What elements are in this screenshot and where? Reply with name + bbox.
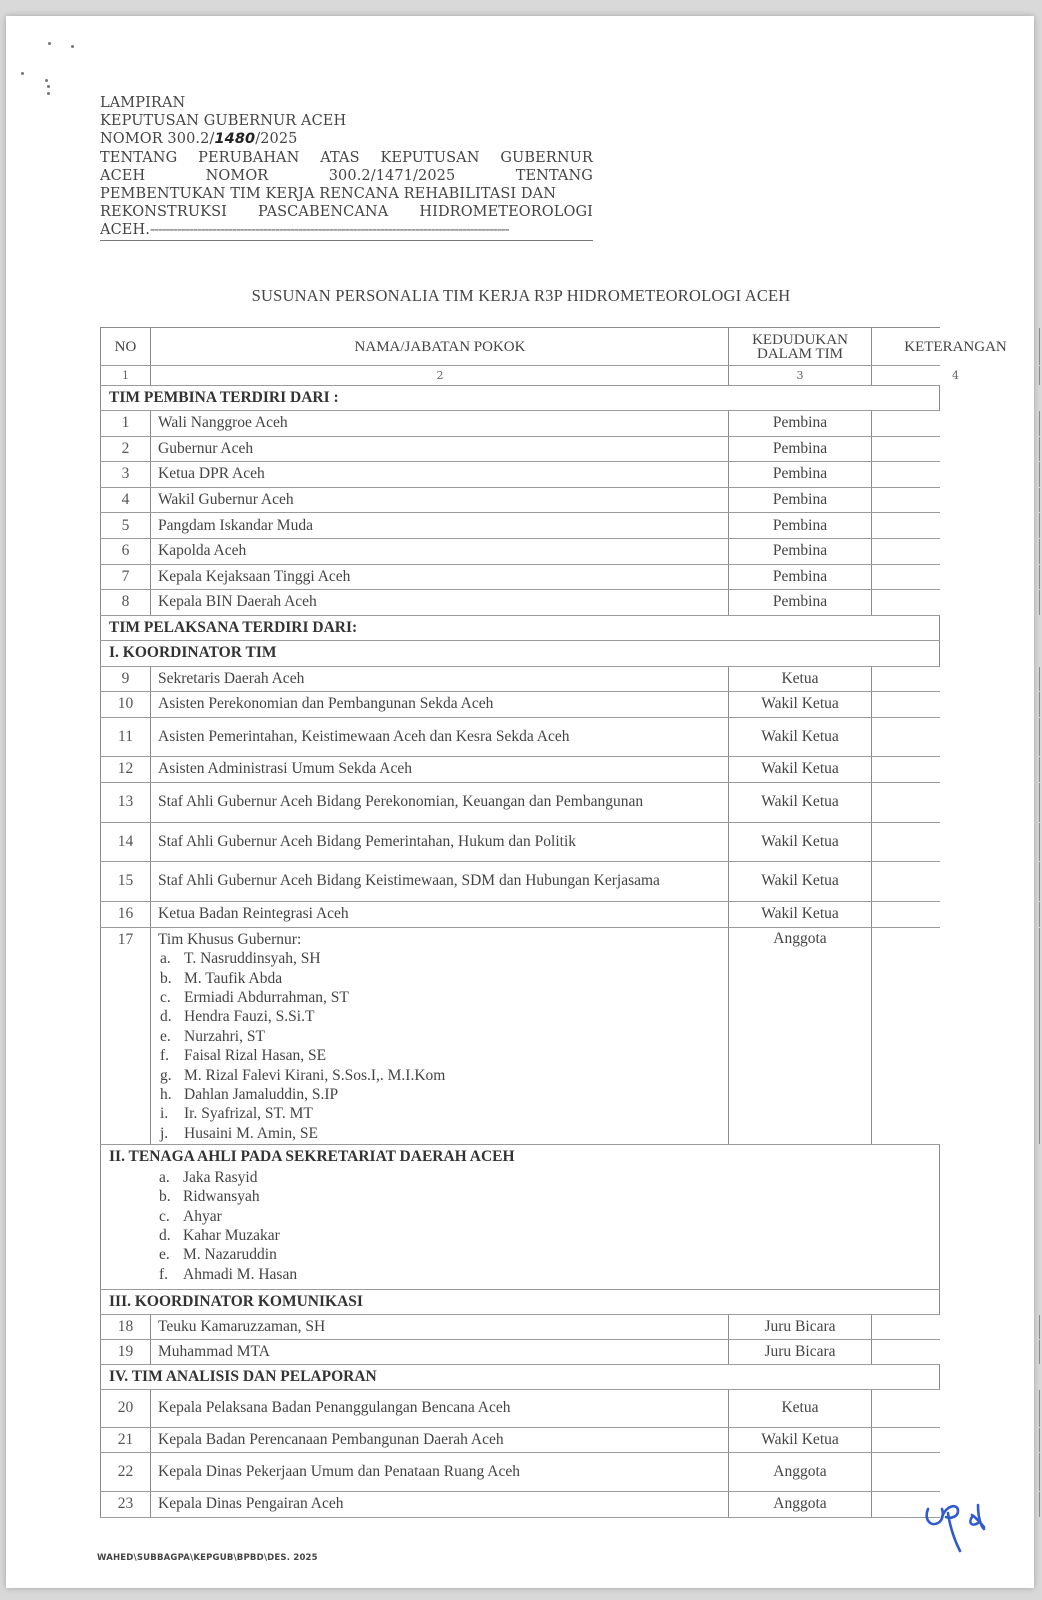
row-no	[100, 411, 151, 436]
table-row	[100, 718, 940, 757]
list-item-letter: b.	[159, 1188, 171, 1206]
row-keterangan	[872, 539, 1040, 564]
row-no	[100, 590, 151, 615]
table-row	[100, 783, 940, 823]
section-tenaga-ahli-label: II. TENAGA AHLI PADA SEKRETARIAT DAERAH ACEH	[109, 1147, 515, 1165]
section-koordinator-tim	[100, 641, 940, 667]
row-kedudukan-text: Anggota	[773, 1462, 827, 1480]
colnum-2-label: 2	[436, 369, 444, 382]
row-nama-text: Staf Ahli Gubernur Aceh Bidang Perekonomian, Keuangan dan Pembangunan	[158, 793, 644, 811]
list-item-letter: e.	[160, 1027, 171, 1045]
table-row	[100, 539, 940, 565]
row-number: 21	[117, 1430, 134, 1448]
list-item	[158, 1066, 445, 1085]
row-number: 20	[117, 1399, 134, 1417]
row-kedudukan-text: Ketua	[781, 669, 819, 687]
row-nama	[151, 411, 728, 436]
row-nama	[151, 1340, 728, 1364]
row-no	[100, 718, 151, 756]
row-number: 2	[121, 439, 130, 457]
row-no	[100, 1315, 151, 1339]
row-number: 16	[117, 905, 134, 923]
row-nama-text: Sekretaris Daerah Aceh	[158, 669, 305, 687]
row-no	[100, 757, 151, 782]
list-item-name: Husaini M. Amin, SE	[184, 1124, 318, 1142]
list-item-letter: e.	[159, 1246, 170, 1264]
list-item-letter: b.	[160, 969, 172, 987]
section-tenaga-ahli-cell	[100, 1145, 940, 1289]
row-number: 6	[121, 542, 130, 560]
row-number: 22	[117, 1462, 134, 1480]
section-tim-pelaksana-label: TIM PELAKSANA TERDIRI DARI:	[109, 618, 358, 636]
table-header-row	[100, 327, 1007, 366]
row-kedudukan-text: Wakil Ketua	[761, 793, 839, 811]
row-nama-text: Gubernur Aceh	[158, 439, 254, 457]
list-item-name: Ridwansyah	[183, 1188, 260, 1206]
list-item-name: M. Nazaruddin	[183, 1246, 277, 1264]
row-nama-text: Wali Nanggroe Aceh	[158, 414, 288, 432]
list-item-letter: h.	[160, 1086, 172, 1104]
row-nama-text: Kepala Kejaksaan Tinggi Aceh	[158, 567, 351, 585]
list-item-name: M. Rizal Falevi Kirani, S.Sos.I,. M.I.Kom	[184, 1066, 446, 1084]
list-item-letter: a.	[159, 1168, 170, 1186]
row-kedudukan	[728, 862, 872, 901]
row-no	[100, 823, 151, 861]
row-keterangan	[872, 1390, 1040, 1427]
decree-subject-line-3: PEMBENTUKAN TIM KERJA RENCANA REHABILITASI DAN	[100, 186, 556, 203]
header-nama	[151, 328, 728, 365]
row-keterangan	[872, 1340, 1040, 1364]
row-nama	[151, 757, 728, 782]
row-kedudukan	[728, 1428, 872, 1452]
row-kedudukan	[728, 1453, 872, 1491]
row-kedudukan-text: Pembina	[772, 593, 828, 611]
row-kedudukan	[728, 590, 872, 615]
row-kedudukan-text: Pembina	[772, 491, 828, 509]
row-nama	[151, 718, 728, 756]
row-nama-text: Staf Ahli Gubernur Aceh Bidang Pemerintahan, Hukum dan Politik	[158, 832, 577, 850]
list-item-letter: i.	[160, 1105, 169, 1123]
row-nama-text: Asisten Pemerintahan, Keistimewaan Aceh dan Kesra Sekda Aceh	[158, 727, 570, 745]
row-kedudukan	[728, 928, 872, 1144]
paraf-signature	[922, 1497, 1012, 1567]
row-nama	[151, 1390, 728, 1427]
row-kedudukan-text: Juru Bicara	[764, 1317, 836, 1335]
table-row	[100, 667, 940, 692]
table-row	[100, 1340, 940, 1365]
list-item-letter: f.	[159, 1265, 169, 1283]
section-koordinator-tim-cell	[100, 641, 940, 666]
row-nama-text: Asisten Perekonomian dan Pembangunan Sekda Aceh	[158, 695, 494, 713]
section-koordinator-tim-label: I. KOORDINATOR TIM	[109, 644, 277, 662]
row-kedudukan-text: Pembina	[772, 465, 828, 483]
section-tenaga-ahli	[100, 1145, 940, 1290]
section-tim-pembina-cell	[100, 386, 940, 410]
row-kedudukan	[728, 823, 872, 861]
header-no-label: NO	[114, 338, 137, 355]
row-keterangan	[872, 565, 1040, 590]
list-item-name: Ahmadi M. Hasan	[183, 1265, 298, 1283]
row-keterangan	[872, 462, 1040, 487]
list-item	[159, 1245, 297, 1264]
table-row	[100, 902, 940, 928]
row-kedudukan	[728, 692, 872, 717]
table-column-number-row	[100, 366, 959, 386]
section-tim-pembina	[100, 386, 940, 411]
list-item	[158, 1124, 445, 1143]
decree-subject-line-2: ACEH NOMOR 300.2/1471/2025 TENTANG	[100, 167, 593, 184]
row-kedudukan	[728, 1390, 872, 1427]
decree-title: KEPUTUSAN GUBERNUR ACEH	[100, 113, 347, 130]
row-kedudukan	[728, 1492, 872, 1517]
row-nama-text: Kepala Pelaksana Badan Penanggulangan Bencana Aceh	[158, 1399, 511, 1417]
decree-subject-line-4: REKONSTRUKSI PASCABENCANA HIDROMETEOROLOGI	[100, 204, 593, 221]
row-keterangan	[872, 488, 1040, 513]
table-row	[100, 1390, 940, 1428]
section-tim-pembina-label: TIM PEMBINA TERDIRI DARI :	[109, 389, 339, 406]
list-item	[159, 1265, 297, 1284]
table-row	[100, 462, 940, 488]
table-row	[100, 411, 940, 437]
row-kedudukan-text: Wakil Ketua	[761, 832, 839, 850]
row-number: 12	[117, 760, 134, 778]
colnum-2	[151, 366, 728, 385]
list-item	[158, 949, 445, 968]
row-no	[100, 928, 151, 1144]
row-kedudukan-text: Wakil Ketua	[761, 760, 839, 778]
row-nama-text: Pangdam Iskandar Muda	[158, 516, 313, 534]
row-number: 18	[117, 1317, 134, 1335]
row-nama	[151, 692, 728, 717]
list-item-name: Hendra Fauzi, S.Si.T	[184, 1008, 315, 1026]
row-nama	[151, 565, 728, 590]
row-no	[100, 462, 151, 487]
row-nama	[151, 928, 728, 1144]
list-item	[158, 988, 445, 1007]
header-kedudukan-line1: KEDUDUKAN	[752, 331, 848, 348]
row-kedudukan	[728, 1340, 872, 1364]
row-no	[100, 1492, 151, 1517]
table-row	[100, 823, 940, 862]
row-kedudukan	[728, 1315, 872, 1339]
table-row	[100, 565, 940, 591]
row-no	[100, 667, 151, 691]
section-tim-analisis	[100, 1365, 940, 1390]
document-title: SUSUNAN PERSONALIA TIM KERJA R3P HIDROMETEOROLOGI ACEH	[251, 286, 791, 305]
row-nama	[151, 1315, 728, 1339]
section-tim-analisis-cell	[100, 1365, 940, 1389]
colnum-3	[728, 366, 872, 385]
row-no	[100, 902, 151, 927]
row-number: 1	[121, 414, 130, 432]
document-footer-code: WAHED\SUBBAGPA\KEPGUB\BPBD\DES. 2025	[97, 1553, 318, 1563]
row-kedudukan	[728, 411, 872, 436]
header-kedudukan	[728, 328, 872, 365]
list-item-name: Dahlan Jamaluddin, S.IP	[184, 1086, 339, 1104]
list-item	[159, 1168, 297, 1187]
row-keterangan	[872, 718, 1040, 756]
row-nama-text: Kepala BIN Daerah Aceh	[158, 593, 317, 611]
table-row-tim-khusus	[100, 928, 940, 1145]
row-no	[100, 539, 151, 564]
row-number: 5	[121, 516, 130, 534]
section-koordinator-komunikasi-label: III. KOORDINATOR KOMUNIKASI	[109, 1292, 363, 1310]
list-item	[158, 1104, 445, 1123]
row-no	[100, 692, 151, 717]
table-row	[100, 692, 940, 718]
table-row	[100, 1492, 940, 1518]
row-no	[100, 862, 151, 901]
list-item-name: Jaka Rasyid	[183, 1168, 258, 1186]
row-nama	[151, 862, 728, 901]
row-nama-text: Kepala Dinas Pengairan Aceh	[158, 1495, 344, 1513]
row-keterangan	[872, 1453, 1040, 1491]
row-kedudukan	[728, 783, 872, 822]
row-nama	[151, 513, 728, 538]
row-nama	[151, 667, 728, 691]
row-kedudukan-text: Wakil Ketua	[761, 1430, 839, 1448]
row-no	[100, 1390, 151, 1427]
row-kedudukan-text: Wakil Ketua	[761, 695, 839, 713]
list-item	[158, 1046, 445, 1065]
decree-subject-line-1: TENTANG PERUBAHAN ATAS KEPUTUSAN GUBERNUR	[100, 149, 593, 166]
row-kedudukan-text: Anggota	[773, 1495, 827, 1513]
header-kedudukan-label	[752, 333, 848, 361]
row-number: 11	[118, 727, 133, 745]
section-koordinator-komunikasi	[100, 1290, 940, 1315]
row-nama	[151, 539, 728, 564]
row-nama	[151, 1492, 728, 1517]
row-keterangan	[872, 928, 1040, 1144]
list-item-letter: c.	[160, 989, 171, 1007]
lampiran-header	[100, 94, 593, 241]
row-number: 9	[121, 669, 130, 687]
row-kedudukan	[728, 513, 872, 538]
decree-subject-line-5: ACEH.--------------------------------------------------------------------------------------------	[100, 221, 593, 240]
row-nama-text: Wakil Gubernur Aceh	[158, 491, 294, 509]
list-item-name: T. Nasruddinsyah, SH	[184, 950, 321, 968]
row-nama-text: Ketua Badan Reintegrasi Aceh	[158, 905, 349, 923]
row-nama-text: Kapolda Aceh	[158, 542, 247, 560]
row-kedudukan-text: Ketua	[781, 1399, 819, 1417]
list-item	[158, 969, 445, 988]
row-kedudukan	[728, 902, 872, 927]
header-keterangan-label: KETERANGAN	[904, 338, 1007, 355]
table-row	[100, 757, 940, 783]
row-number: 13	[117, 793, 134, 811]
header-keterangan	[872, 328, 1040, 365]
list-item-letter: d.	[159, 1227, 171, 1245]
row-keterangan	[872, 411, 1040, 436]
row-kedudukan-text: Pembina	[772, 439, 828, 457]
table-row	[100, 513, 940, 539]
list-item	[158, 1085, 445, 1104]
colnum-1-label: 1	[122, 369, 129, 382]
section-tim-pelaksana	[100, 616, 940, 641]
row-nama	[151, 823, 728, 861]
row-number: 3	[121, 465, 130, 483]
row-keterangan	[872, 692, 1040, 717]
list-item	[159, 1207, 297, 1226]
row-nama	[151, 1453, 728, 1491]
row-number: 19	[117, 1342, 134, 1360]
table-row	[100, 437, 940, 463]
row-number: 14	[117, 832, 134, 850]
list-item-name: Nurzahri, ST	[184, 1027, 265, 1045]
decree-number: NOMOR 300.2/1480/2025	[100, 131, 298, 148]
row-keterangan	[872, 513, 1040, 538]
tim-khusus-list	[158, 930, 445, 1143]
row-kedudukan-text: Anggota	[773, 929, 827, 947]
row-no	[100, 783, 151, 822]
row-keterangan	[872, 757, 1040, 782]
list-item-name: Kahar Muzakar	[183, 1227, 280, 1245]
list-item	[159, 1187, 297, 1206]
lampiran-label: LAMPIRAN	[100, 95, 186, 111]
list-item-letter: c.	[159, 1207, 170, 1225]
list-item-name: Faisal Rizal Hasan, SE	[184, 1047, 327, 1065]
row-kedudukan	[728, 757, 872, 782]
row-keterangan	[872, 862, 1040, 901]
row-nama	[151, 590, 728, 615]
list-item-name: Ahyar	[183, 1207, 222, 1225]
colnum-3-label: 3	[796, 369, 804, 382]
list-item-letter: j.	[160, 1124, 169, 1142]
list-item	[158, 1007, 445, 1026]
row-nama	[151, 462, 728, 487]
row-keterangan	[872, 823, 1040, 861]
header-kedudukan-line2: DALAM TIM	[757, 345, 843, 362]
row-nama-text: Teuku Kamaruzzaman, SH	[158, 1317, 326, 1335]
row-keterangan	[872, 590, 1040, 615]
row-keterangan	[872, 783, 1040, 822]
row-no	[100, 488, 151, 513]
row-nama	[151, 1428, 728, 1452]
row-number: 10	[117, 695, 134, 713]
table-row	[100, 1315, 940, 1340]
list-item-letter: d.	[160, 1008, 172, 1026]
row-nama-text: Ketua DPR Aceh	[158, 465, 265, 483]
row-keterangan	[872, 902, 1040, 927]
row-number: 7	[121, 567, 130, 585]
row-number: 17	[117, 930, 134, 948]
row-nama	[151, 902, 728, 927]
row-nama-text: Muhammad MTA	[158, 1342, 270, 1360]
row-kedudukan	[728, 462, 872, 487]
row-kedudukan-text: Wakil Ketua	[761, 727, 839, 745]
colnum-4-label: 4	[952, 369, 959, 382]
row-no	[100, 565, 151, 590]
row-keterangan	[872, 437, 1040, 462]
row-number: 8	[121, 593, 130, 611]
colnum-1	[100, 366, 151, 385]
list-item-name: Ermiadi Abdurrahman, ST	[184, 989, 349, 1007]
row-kedudukan-text: Wakil Ketua	[761, 905, 839, 923]
row-nama	[151, 437, 728, 462]
row-nama	[151, 488, 728, 513]
row-no	[100, 1340, 151, 1364]
list-item-name: M. Taufik Abda	[184, 969, 283, 987]
row-kedudukan	[728, 437, 872, 462]
row-no	[100, 1428, 151, 1452]
row-keterangan	[872, 667, 1040, 691]
row-nama-text: Staf Ahli Gubernur Aceh Bidang Keistimewaan, SDM dan Hubungan Kerjasama	[158, 872, 660, 890]
section-tim-analisis-label: IV. TIM ANALISIS DAN PELAPORAN	[109, 1367, 377, 1385]
row-kedudukan-text: Pembina	[772, 414, 828, 432]
list-item-letter: a.	[160, 950, 171, 968]
tim-khusus-title: Tim Khusus Gubernur:	[158, 930, 302, 948]
section-tim-pelaksana-cell	[100, 616, 940, 640]
row-kedudukan-text: Pembina	[772, 516, 828, 534]
row-nama-text: Kepala Badan Perencanaan Pembangunan Daerah Aceh	[158, 1430, 504, 1448]
row-kedudukan-text: Pembina	[772, 542, 828, 560]
header-nama-label: NAMA/JABATAN POKOK	[354, 338, 526, 355]
handwritten-number: 1480	[214, 131, 256, 148]
list-item-name: Ir. Syafrizal, ST. MT	[184, 1105, 313, 1123]
row-no	[100, 437, 151, 462]
row-number: 23	[117, 1495, 134, 1513]
row-keterangan	[872, 1428, 1040, 1452]
colnum-4	[872, 366, 1040, 385]
table-row	[100, 488, 940, 514]
row-no	[100, 1453, 151, 1491]
row-number: 15	[117, 872, 134, 890]
row-kedudukan	[728, 565, 872, 590]
row-kedudukan	[728, 488, 872, 513]
tenaga-ahli-list	[109, 1168, 297, 1284]
table-row	[100, 862, 940, 902]
row-keterangan	[872, 1315, 1040, 1339]
table-row	[100, 590, 940, 616]
list-item	[159, 1226, 297, 1245]
row-kedudukan-text: Wakil Ketua	[761, 872, 839, 890]
header-no	[100, 328, 151, 365]
row-kedudukan	[728, 718, 872, 756]
row-nama	[151, 783, 728, 822]
row-no	[100, 513, 151, 538]
list-item-letter: g.	[160, 1066, 172, 1084]
row-number: 4	[121, 491, 130, 509]
list-item-letter: f.	[160, 1047, 170, 1065]
section-koordinator-komunikasi-cell	[100, 1290, 940, 1314]
list-item	[158, 1027, 445, 1046]
row-kedudukan-text: Pembina	[772, 567, 828, 585]
table-row	[100, 1428, 940, 1453]
table-row	[100, 1453, 940, 1492]
row-kedudukan-text: Juru Bicara	[764, 1342, 836, 1360]
row-kedudukan	[728, 667, 872, 691]
row-nama-text: Asisten Administrasi Umum Sekda Aceh	[158, 760, 413, 778]
row-kedudukan	[728, 539, 872, 564]
row-nama-text: Kepala Dinas Pekerjaan Umum dan Penataan Ruang Aceh	[158, 1462, 520, 1480]
